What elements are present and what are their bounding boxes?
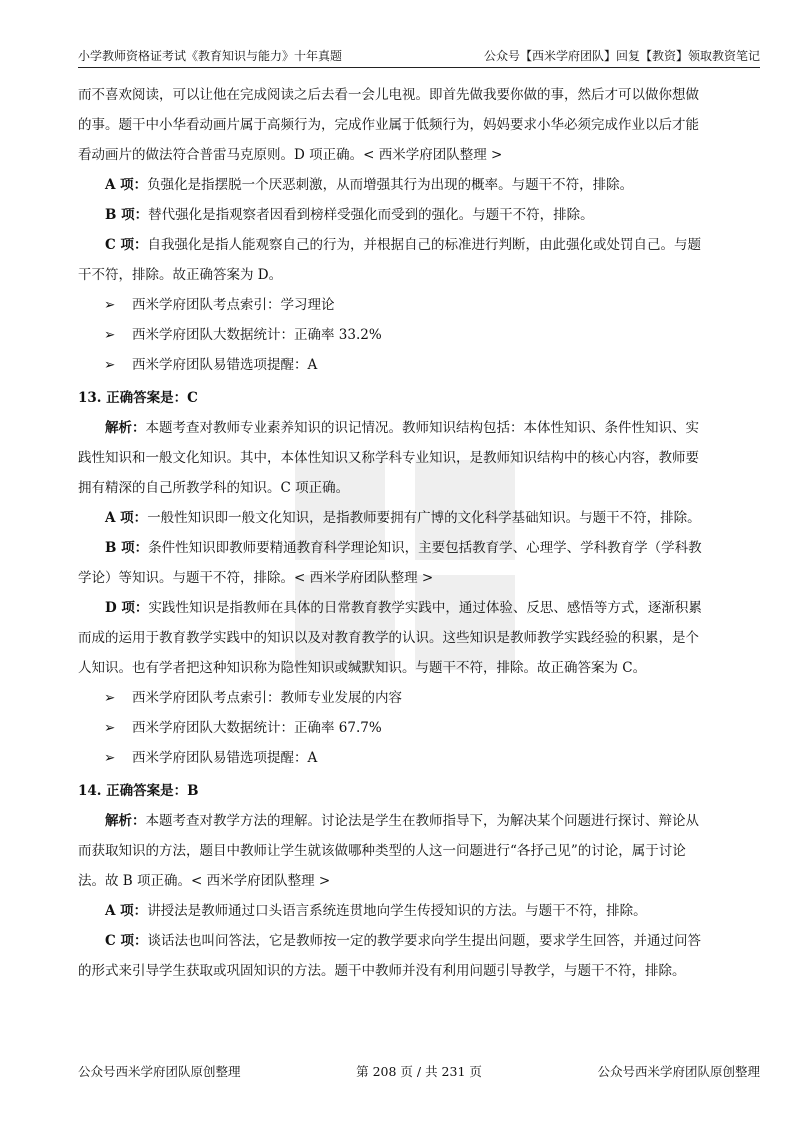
- bullet-item: ➢ 西米学府团队易错选项提醒：A: [78, 350, 718, 380]
- option-d-explanation-cont: 而成的运用于教育教学实践中的知识以及对教育教学的认识。这些知识是教师教学实践经验的积累，是个: [78, 630, 699, 646]
- bullet-item: ➢ 西米学府团队考点索引：教师专业发展的内容: [78, 683, 718, 713]
- analysis-paragraph-cont: 而获取知识的方法，题目中教师让学生就该做哪种类型的人这一问题进行“各抒己见”的讨论，属于讨论: [78, 843, 686, 859]
- analysis-paragraph: 解析：本题考查对教学方法的理解。讨论法是学生在教师指导下，为解决某个问题进行探讨、辩论从: [105, 813, 699, 829]
- page-footer: [78, 1062, 760, 1080]
- option-c-explanation-cont: 的形式来引导学生获取或巩固知识的方法。题干中教师并没有利用问题引导教学，与题干不符，排除。: [78, 963, 686, 979]
- arrow-bullet-icon: ➢: [104, 297, 116, 313]
- header-left-title: 小学教师资格证考试《教育知识与能力》十年真题: [78, 49, 343, 63]
- bullet-item: ➢ 西米学府团队大数据统计：正确率 33.2%: [78, 320, 718, 350]
- page-content: [78, 80, 718, 986]
- page-number: 第 208 页 / 共 231 页: [356, 1064, 482, 1079]
- option-b-explanation: B 项：条件性知识即教师要精通教育科学理论知识，主要包括教育学、心理学、学科教育学（学科教: [105, 540, 702, 556]
- analysis-paragraph-cont: 拥有精深的自己所教学科的知识。C 项正确。: [78, 480, 350, 496]
- footer-right-note: 公众号西米学府团队原创整理: [597, 1064, 760, 1079]
- option-b-explanation-cont: 学论）等知识。与题干不符，排除。< 西米学府团队整理 >: [78, 570, 434, 586]
- footer-left-note: 公众号西米学府团队原创整理: [78, 1064, 241, 1079]
- question-13-answer: 13. 正确答案是：C: [78, 390, 198, 406]
- arrow-bullet-icon: ➢: [104, 750, 116, 766]
- paragraph-line: 看动画片的做法符合普雷马克原则。D 项正确。< 西米学府团队整理 >: [78, 147, 503, 163]
- option-c-explanation-cont: 干不符，排除。故正确答案为 D。: [78, 267, 283, 283]
- analysis-paragraph-cont: 法。故 B 项正确。< 西米学府团队整理 >: [78, 873, 331, 889]
- paragraph-line: 的事。题干中小华看动画片属于高频行为，完成作业属于低频行为，妈妈要求小华必须完成作业以后才能: [78, 117, 699, 133]
- page-header: [78, 42, 760, 68]
- option-a-explanation: A 项：一般性知识即一般文化知识，是指教师要拥有广博的文化科学基础知识。与题干不符，排除。: [105, 510, 701, 526]
- arrow-bullet-icon: ➢: [104, 357, 116, 373]
- analysis-paragraph: 解析：本题考查对教师专业素养知识的识记情况。教师知识结构包括：本体性知识、条件性知识、实: [105, 420, 699, 436]
- question-14-answer: 14. 正确答案是：B: [78, 783, 199, 799]
- arrow-bullet-icon: ➢: [104, 720, 116, 736]
- paragraph-line: 而不喜欢阅读，可以让他在完成阅读之后去看一会儿电视。即首先做我要你做的事，然后才可以做你想做: [78, 87, 699, 103]
- option-c-explanation: C 项：自我强化是指人能观察自己的行为，并根据自己的标准进行判断，由此强化或处罚自己。与题: [105, 237, 701, 253]
- header-right-note: 公众号【西米学府团队】回复【教资】领取教资笔记: [483, 49, 760, 63]
- option-a-explanation: A 项：负强化是指摆脱一个厌恶刺激，从而增强其行为出现的概率。与题干不符，排除。: [105, 177, 634, 193]
- bullet-item: ➢ 西米学府团队考点索引：学习理论: [78, 290, 718, 320]
- option-a-explanation: A 项：讲授法是教师通过口头语言系统连贯地向学生传授知识的方法。与题干不符，排除。: [105, 903, 647, 919]
- analysis-paragraph-cont: 践性知识和一般文化知识。其中，本体性知识又称学科专业知识，是教师知识结构中的核心内容，教师要: [78, 450, 699, 466]
- bullet-item: ➢ 西米学府团队易错选项提醒：A: [78, 743, 718, 773]
- option-c-explanation: C 项：谈话法也叫问答法，它是教师按一定的教学要求向学生提出问题，要求学生回答，并通过问答: [105, 933, 701, 949]
- option-b-explanation: B 项：替代强化是指观察者因看到榜样受强化而受到的强化。与题干不符，排除。: [105, 207, 594, 223]
- arrow-bullet-icon: ➢: [104, 327, 116, 343]
- option-d-explanation: D 项：实践性知识是指教师在具体的日常教育教学实践中，通过体验、反思、感悟等方式，逐渐积累: [105, 600, 702, 616]
- option-d-explanation-cont: 人知识。也有学者把这种知识称为隐性知识或缄默知识。与题干不符，排除。故正确答案为 C。: [78, 660, 647, 676]
- bullet-item: ➢ 西米学府团队大数据统计：正确率 67.7%: [78, 713, 718, 743]
- arrow-bullet-icon: ➢: [104, 690, 116, 706]
